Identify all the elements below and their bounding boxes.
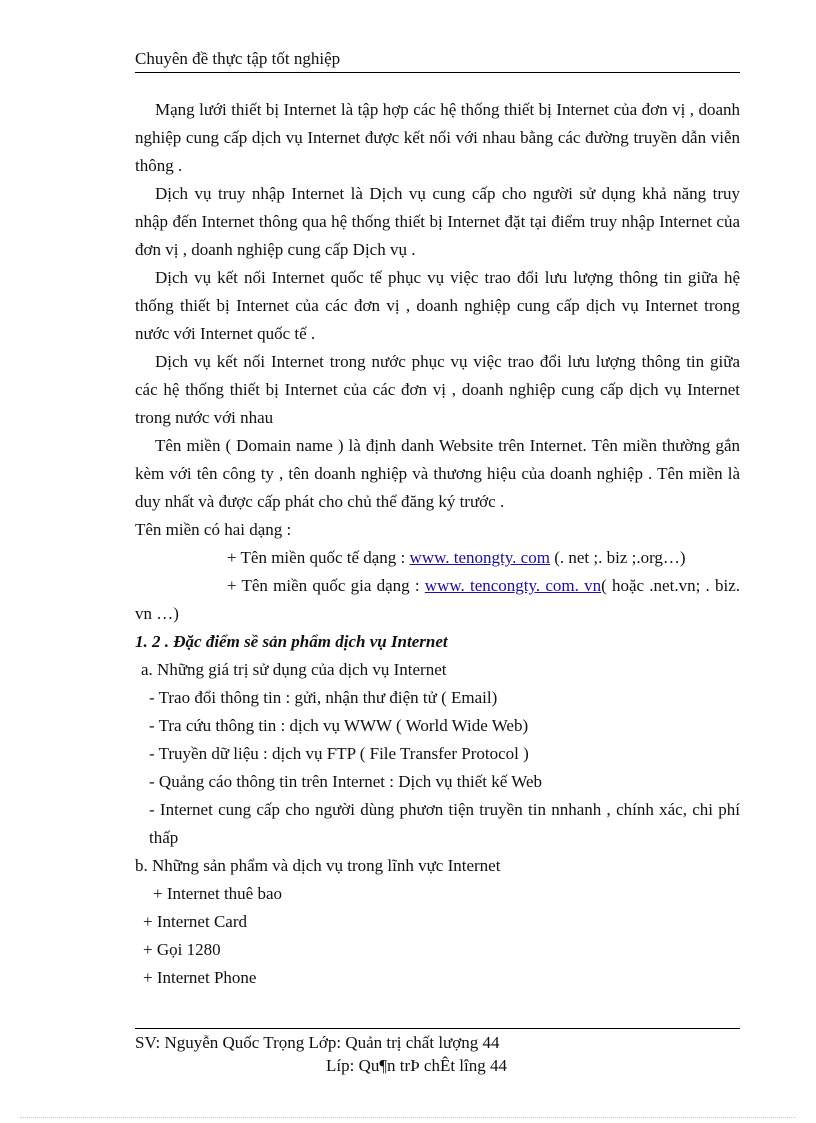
paragraph: Dịch vụ kết nối Internet quốc tế phục vụ việc trao đổi lưu lượng thông tin giữa hệ thống thiết bị Internet của các đơn vị , doanh nghiệp cung cấp dịch vụ Internet trong nước với Internet quốc tế . [135, 268, 740, 343]
subsection-b-heading: b. Những sản phẩm và dịch vụ trong lĩnh vực Internet [135, 856, 501, 875]
paragraph: Tên miền ( Domain name ) là định danh Website trên Internet. Tên miền thường gắn kèm với tên công ty , tên doanh nghiệp và thương hiệu của doanh nghiệp . Tên miền là duy nhất và được cấp phát cho chủ thể đăng ký trước . [135, 436, 740, 511]
domain-international-suffix: (. net ;. biz ;.org…) [549, 548, 686, 567]
domain-national-suffix: ( hoặc .net.vn; . biz. vn …) [135, 576, 740, 623]
domain-national-prefix: + Tên miền quốc gia dạng : [227, 576, 425, 595]
list-item: + Internet Phone [143, 968, 257, 987]
footer-student-line: SV: Nguyễn Quốc Trọng Lớp: Quản trị chất lượng 44 [135, 1033, 500, 1052]
domain-intro: Tên miền có hai dạng : [135, 520, 292, 539]
section-heading: 1. 2 . Đặc điểm sề sản phẩm dịch vụ Internet [135, 632, 448, 651]
domain-international-line [135, 544, 740, 572]
paragraph: Dịch vụ kết nối Internet trong nước phục vụ việc trao đổi lưu lượng thông tin giữa các hệ thống thiết bị Internet của các đơn vị , doanh nghiệp cung cấp dịch vụ Internet trong nước với nhau [135, 352, 740, 427]
paragraph: Mạng lưới thiết bị Internet là tập hợp các hệ thống thiết bị Internet của đơn vị , doanh nghiệp cung cấp dịch vụ Internet được kết nối với nhau bằng các đường truyền dẫn viễn thông . [135, 100, 740, 175]
list-item: - Internet cung cấp cho người dùng phươn tiện truyền tin nnhanh , chính xác, chi phí thấp [149, 800, 740, 847]
page-header [135, 48, 740, 73]
document-body [135, 96, 740, 992]
footer-class-line: Líp: Qu¶n trÞ chÊt lîng 44 [326, 1056, 507, 1075]
list-item: - Truyền dữ liệu : dịch vụ FTP ( File Transfer Protocol ) [149, 744, 529, 763]
page-bottom-border [20, 1117, 796, 1118]
footer-divider [135, 1028, 740, 1029]
domain-international-prefix: + Tên miền quốc tế dạng : [227, 548, 410, 567]
list-item: + Internet Card [143, 912, 247, 931]
list-item: + Internet thuê bao [153, 884, 283, 903]
subsection-a-heading: a. Những giá trị sử dụng của dịch vụ Internet [141, 660, 447, 679]
domain-national-link[interactable]: www. tencongty. com. vn [424, 576, 602, 595]
paragraph: Dịch vụ truy nhập Internet là Dịch vụ cung cấp cho người sử dụng khả năng truy nhập đến Internet thông qua hệ thống thiết bị Internet đặt tại điểm truy nhập Internet của đơn vị , doanh nghiệp cung cấp Dịch vụ . [135, 184, 740, 259]
domain-international-link[interactable]: www. tenongty. com [409, 548, 550, 567]
header-title: Chuyên đề thực tập tốt nghiệp [135, 49, 341, 68]
domain-national-line [135, 572, 740, 628]
list-item: + Gọi 1280 [143, 940, 221, 959]
list-item: - Tra cứu thông tin : dịch vụ WWW ( World Wide Web) [149, 716, 529, 735]
list-item: - Quảng cáo thông tin trên Internet : Dịch vụ thiết kế Web [149, 772, 542, 791]
list-item: - Trao đổi thông tin : gửi, nhận thư điện tử ( Email) [149, 688, 498, 707]
